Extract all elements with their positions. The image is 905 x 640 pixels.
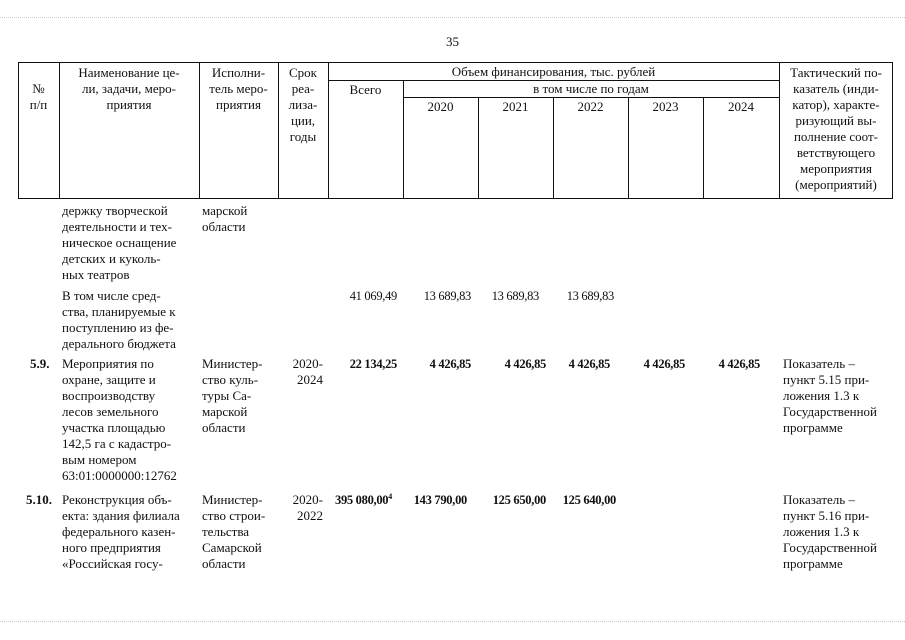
row-5-9-number: 5.9. — [30, 356, 50, 371]
header-term: Срок реа- лиза- ции, годы — [288, 65, 318, 144]
header-by-years: в том числе по годам — [533, 81, 649, 96]
row-5-10-total — [335, 492, 392, 508]
federal-name: В том числе сред- ства, планируемые к поступлению из фе- дерального бюджета — [62, 288, 176, 351]
row-5-9-total: 22 134,25 — [349, 357, 397, 371]
header-total: Всего — [349, 82, 382, 97]
header-year-2023: 2023 — [652, 99, 679, 114]
header-name: Наименование це- ли, задачи, меро- приятия — [78, 65, 180, 112]
row-5-10-term: 2020- 2022 — [292, 492, 323, 523]
row-5-9-2024: 4 426,85 — [718, 357, 760, 371]
row-5-10-2022: 125 640,00 — [562, 493, 616, 507]
header-financing: Объем финансирования, тыс. рублей — [451, 64, 656, 79]
bottom-scan-line — [0, 621, 905, 622]
row-5-10-indicator: Показатель – пункт 5.16 при- ложения 1.3 к Государственной программе — [783, 492, 878, 571]
row-5-10-name: Реконструкция объ- екта: здания филиала федерального казен- ного предприятия «Российская госу- — [62, 492, 180, 571]
federal-total: 41 069,49 — [349, 289, 397, 303]
header-year-2022: 2022 — [577, 99, 604, 114]
header-executor: Исполни- тель меро- приятия — [209, 65, 268, 112]
row-5-10-total-value: 395 080,00 — [335, 493, 389, 507]
page-number: 35 — [446, 34, 459, 49]
row-5-9-2022: 4 426,85 — [568, 357, 610, 371]
row-5-9-2021: 4 426,85 — [504, 357, 546, 371]
continuation-name: держку творческой деятельности и тех- ническое оснащение детских и куколь- ных театров — [62, 203, 177, 282]
top-scan-line — [0, 17, 905, 18]
federal-2021: 13 689,83 — [491, 289, 539, 303]
federal-2022: 13 689,83 — [566, 289, 614, 303]
header-number: № п/п — [29, 81, 48, 112]
header-year-2020: 2020 — [427, 99, 454, 114]
header-year-2021: 2021 — [502, 99, 529, 114]
row-5-10-number: 5.10. — [26, 492, 52, 507]
row-5-10-2020: 143 790,00 — [413, 493, 467, 507]
federal-2020: 13 689,83 — [423, 289, 471, 303]
header-indicator: Тактический по- казатель (инди- катор), характе- ризующий вы- полнение соот- ветствующего мероприятия (мероприятий) — [790, 65, 882, 192]
header-divider — [403, 97, 779, 98]
row-5-9-2020: 4 426,85 — [429, 357, 471, 371]
header-year-2024: 2024 — [728, 99, 754, 114]
row-5-9-2023: 4 426,85 — [643, 357, 685, 371]
row-5-9-executor: Министер- ство куль- туры Са- марской области — [202, 356, 263, 435]
continuation-executor: марской области — [202, 203, 248, 234]
row-5-10-executor: Министер- ство строи- тельства Самарской области — [202, 492, 266, 571]
footnote-marker: 4 — [388, 491, 392, 501]
row-5-9-name: Мероприятия по охране, защите и воспроизводству лесов земельного участка площадью 142,5 га с кадастро- вым номером 63:01:0000000:12762 — [62, 356, 177, 483]
row-5-9-indicator: Показатель – пункт 5.15 при- ложения 1.3 к Государственной программе — [783, 356, 878, 435]
row-5-9-term: 2020- 2024 — [292, 356, 323, 387]
row-5-10-2021: 125 650,00 — [492, 493, 546, 507]
